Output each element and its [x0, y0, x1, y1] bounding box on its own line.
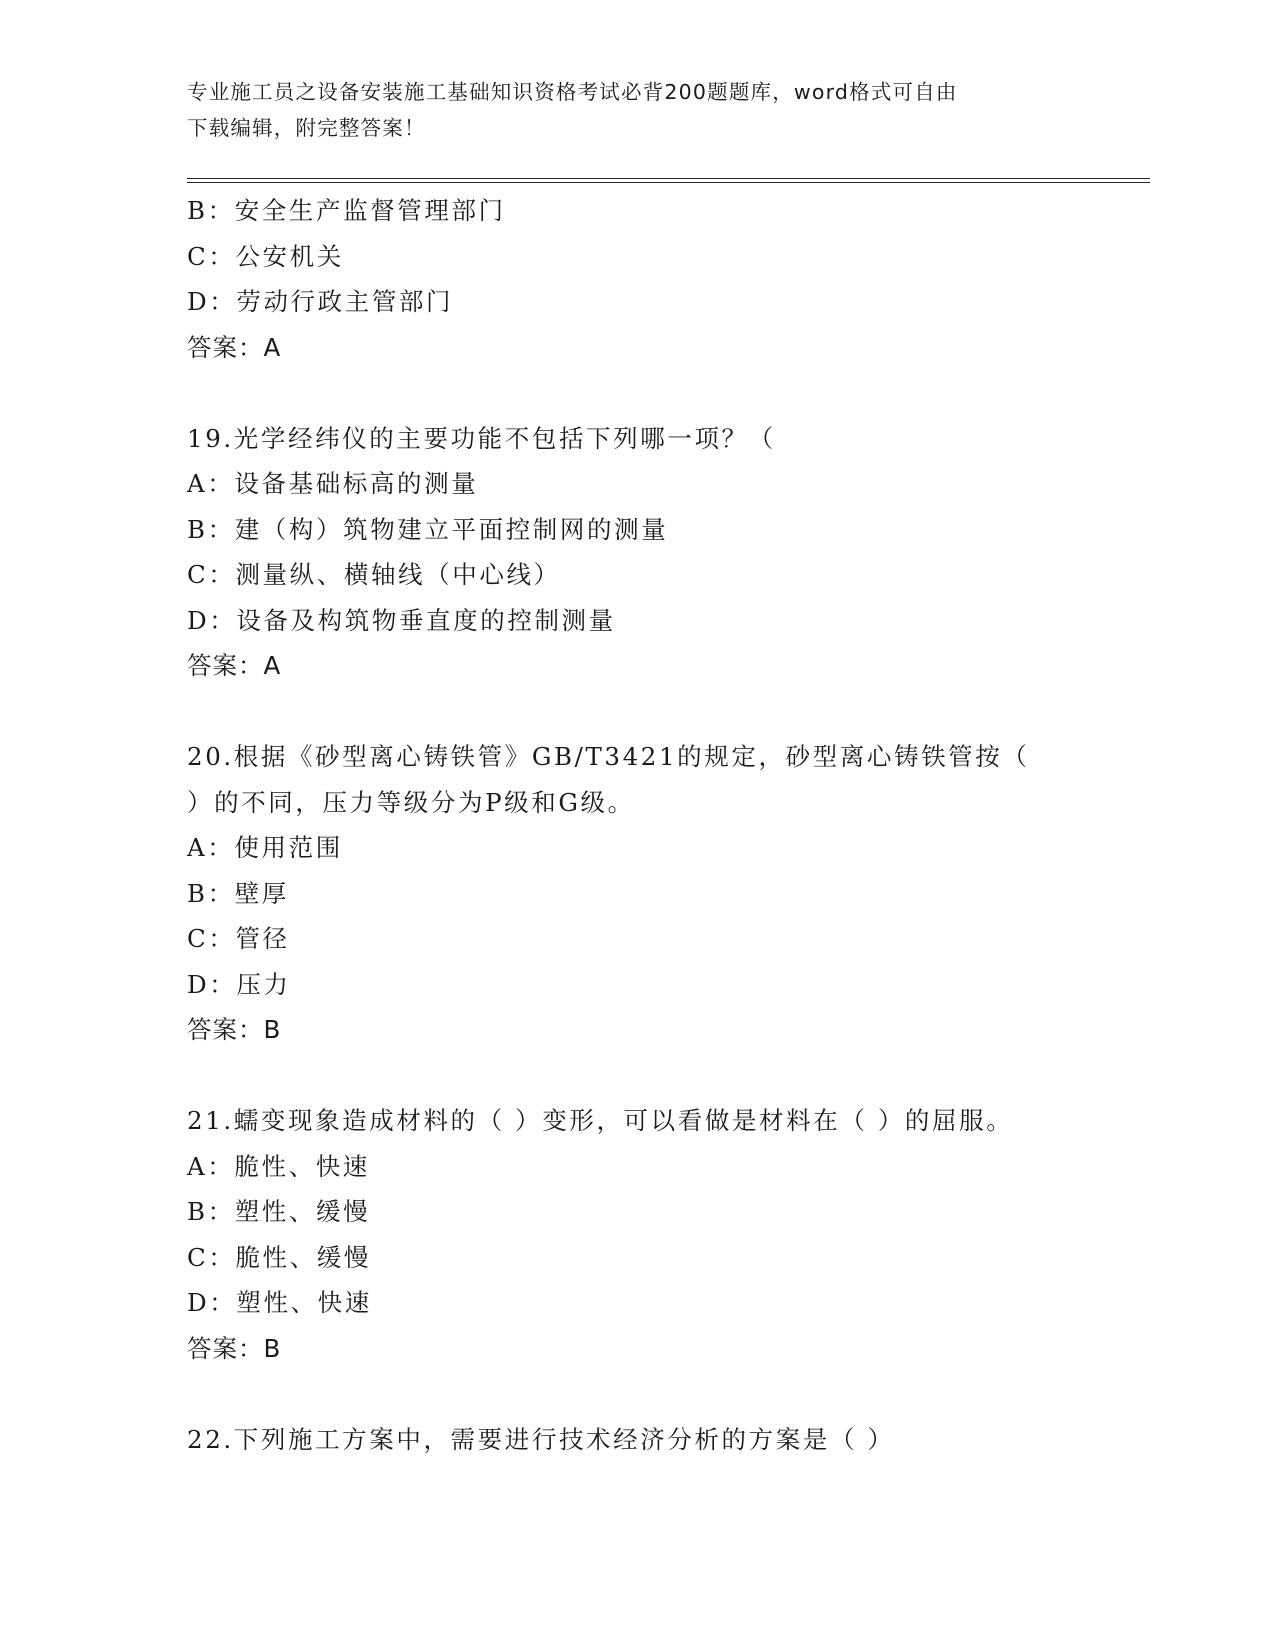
option-d: D：设备及构筑物垂直度的控制测量 — [187, 605, 616, 635]
answer-label: 答案：B — [187, 1333, 282, 1363]
answer-label: 答案：A — [187, 651, 282, 680]
question-text: 19.光学经纬仪的主要功能不包括下列哪一项？（ — [187, 423, 776, 453]
option-a: A：脆性、快速 — [187, 1151, 370, 1181]
question-block-21 — [187, 1098, 1150, 1371]
option-c: C：测量纵、横轴线（中心线） — [187, 560, 561, 589]
spacer — [187, 1053, 1150, 1099]
spacer — [187, 370, 1150, 416]
question-block-19 — [187, 416, 1150, 689]
answer-label: 答案：A — [187, 332, 282, 362]
option-b: B：安全生产监督管理部门 — [187, 196, 506, 225]
document-header — [187, 74, 1087, 146]
option-d: D：压力 — [187, 969, 291, 999]
option-a: A：使用范围 — [187, 833, 343, 862]
question-text: 21.蠕变现象造成材料的（ ）变形，可以看做是材料在（ ）的屈服。 — [187, 1106, 1014, 1135]
header-line-2: 下载编辑，附完整答案！ — [187, 116, 426, 140]
header-line-1: 专业施工员之设备安装施工基础知识资格考试必背200题题库，word格式可自由 — [187, 80, 958, 104]
option-c: C：管径 — [187, 924, 290, 953]
question-block-18 — [187, 188, 1150, 370]
header-divider-bottom — [187, 182, 1150, 183]
spacer — [187, 1371, 1150, 1417]
answer-label: 答案：B — [187, 1015, 282, 1044]
option-d: D：塑性、快速 — [187, 1288, 372, 1317]
question-block-22 — [187, 1417, 1150, 1463]
option-b: B：壁厚 — [187, 878, 289, 908]
header-divider-top — [187, 178, 1150, 179]
question-text: 22.下列施工方案中，需要进行技术经济分析的方案是（ ） — [187, 1424, 895, 1454]
spacer — [187, 689, 1150, 735]
option-b: B：建（构）筑物建立平面控制网的测量 — [187, 514, 669, 544]
option-b: B：塑性、缓慢 — [187, 1197, 371, 1226]
question-text-line-2: ）的不同，压力等级分为P级和G级。 — [187, 787, 635, 817]
question-list — [187, 188, 1150, 1462]
option-a: A：设备基础标高的测量 — [187, 469, 479, 498]
question-text-line-1: 20.根据《砂型离心铸铁管》GB/T3421的规定，砂型离心铸铁管按（ — [187, 742, 1030, 771]
option-c: C：公安机关 — [187, 241, 344, 271]
question-block-20 — [187, 734, 1150, 1053]
option-c: C：脆性、缓慢 — [187, 1242, 371, 1272]
option-d: D：劳动行政主管部门 — [187, 287, 454, 316]
